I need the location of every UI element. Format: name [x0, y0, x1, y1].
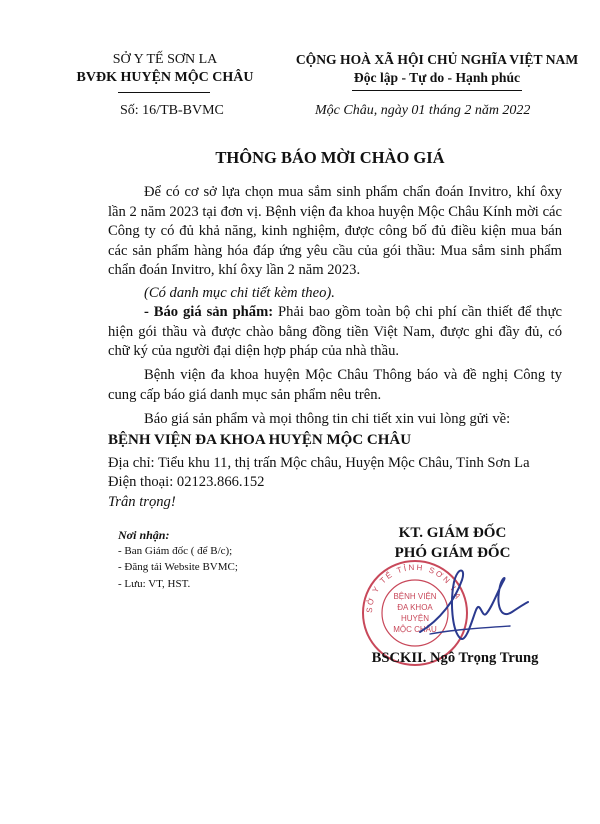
handwritten-signature: [400, 560, 530, 660]
signer-name: BSCKII. Ngô Trọng Trung: [371, 650, 539, 666]
stamp-line: BỆNH VIỆN: [393, 592, 437, 601]
recipient-item: - Đăng tải Website BVMC;: [118, 561, 238, 573]
place-date: Mộc Châu, ngày 01 tháng 2 năm 2022: [315, 103, 531, 118]
request-paragraph: Bệnh viện đa khoa huyện Mộc Châu Thông báo và đề nghị Công ty cung cấp báo giá danh mục sản phẩm nêu trên.: [108, 367, 562, 403]
signer-role: KT. GIÁM ĐỐC: [398, 525, 507, 541]
unit-name: BVĐK HUYỆN MỘC CHÂU: [76, 70, 254, 85]
recipient-item: - Lưu: VT, HST.: [118, 578, 191, 590]
stamp-line: HUYỆN: [400, 614, 430, 623]
phone: Điện thoại: 02123.866.152: [108, 474, 265, 490]
stamp-line: MỘC CHÂU: [393, 625, 437, 634]
hospital-name: BỆNH VIỆN ĐA KHOA HUYỆN MỘC CHÂU: [108, 432, 412, 448]
quote-label: - Báo giá sản phẩm:: [144, 304, 274, 320]
submit-instruction: Báo giá sản phẩm và mọi thông tin chi tiết xin vui lòng gửi về:: [144, 411, 511, 427]
signer-title: PHÓ GIÁM ĐỐC: [394, 545, 511, 561]
agency-name: SỞ Y TẾ SƠN LA: [112, 52, 218, 67]
document-number: Số: 16/TB-BVMC: [120, 103, 224, 118]
closing: Trân trọng!: [108, 494, 176, 510]
address: Địa chỉ: Tiểu khu 11, thị trấn Mộc châu, Huyện Mộc Châu, Tỉnh Sơn La: [108, 455, 530, 471]
right-header-rule: [352, 90, 522, 91]
page-title: THÔNG BÁO MỜI CHÀO GIÁ: [215, 148, 445, 167]
intro-paragraph: Để có cơ sở lựa chọn mua sắm sinh phẩm chẩn đoán Invitro, khí ôxy lần 2 năm 2023 tại đơn vị. Bệnh viện đa khoa huyện Mộc Châu Kính mời các Công ty có đủ khả năng, kinh nghiệm, được công bố đủ điều kiện mua bán các sản phẩm hàng hóa đáp ứng yêu cầu của gói thầu: Mua sắm sinh phẩm chẩn đoán Invitro, khí ôxy lần 2 năm 2023.: [108, 184, 562, 278]
recipients-title: Nơi nhận:: [118, 528, 170, 542]
left-header-rule: [118, 92, 210, 93]
recipient-item: - Ban Giám đốc ( để B/c);: [118, 545, 233, 557]
quote-requirements: [108, 303, 562, 362]
stamp-line: ĐA KHOA: [397, 603, 433, 612]
attachment-note: (Có danh mục chi tiết kèm theo).: [144, 285, 335, 301]
stamp-ring-text: SỞ Y TẾ TỈNH SƠN LA: [364, 562, 463, 614]
quote-text: Phải bao gồm toàn bộ chi phí cần thiết để thực hiện gói thầu và được chào bằng đồng tiền Việt Nam, được ghi đầy đủ, có chữ ký của người đại diện hợp pháp của nhà thầu.: [108, 304, 562, 359]
country-name: CỘNG HOÀ XÃ HỘI CHỦ NGHĨA VIỆT NAM: [295, 52, 579, 67]
motto: Độc lập - Tự do - Hạnh phúc: [353, 70, 521, 85]
